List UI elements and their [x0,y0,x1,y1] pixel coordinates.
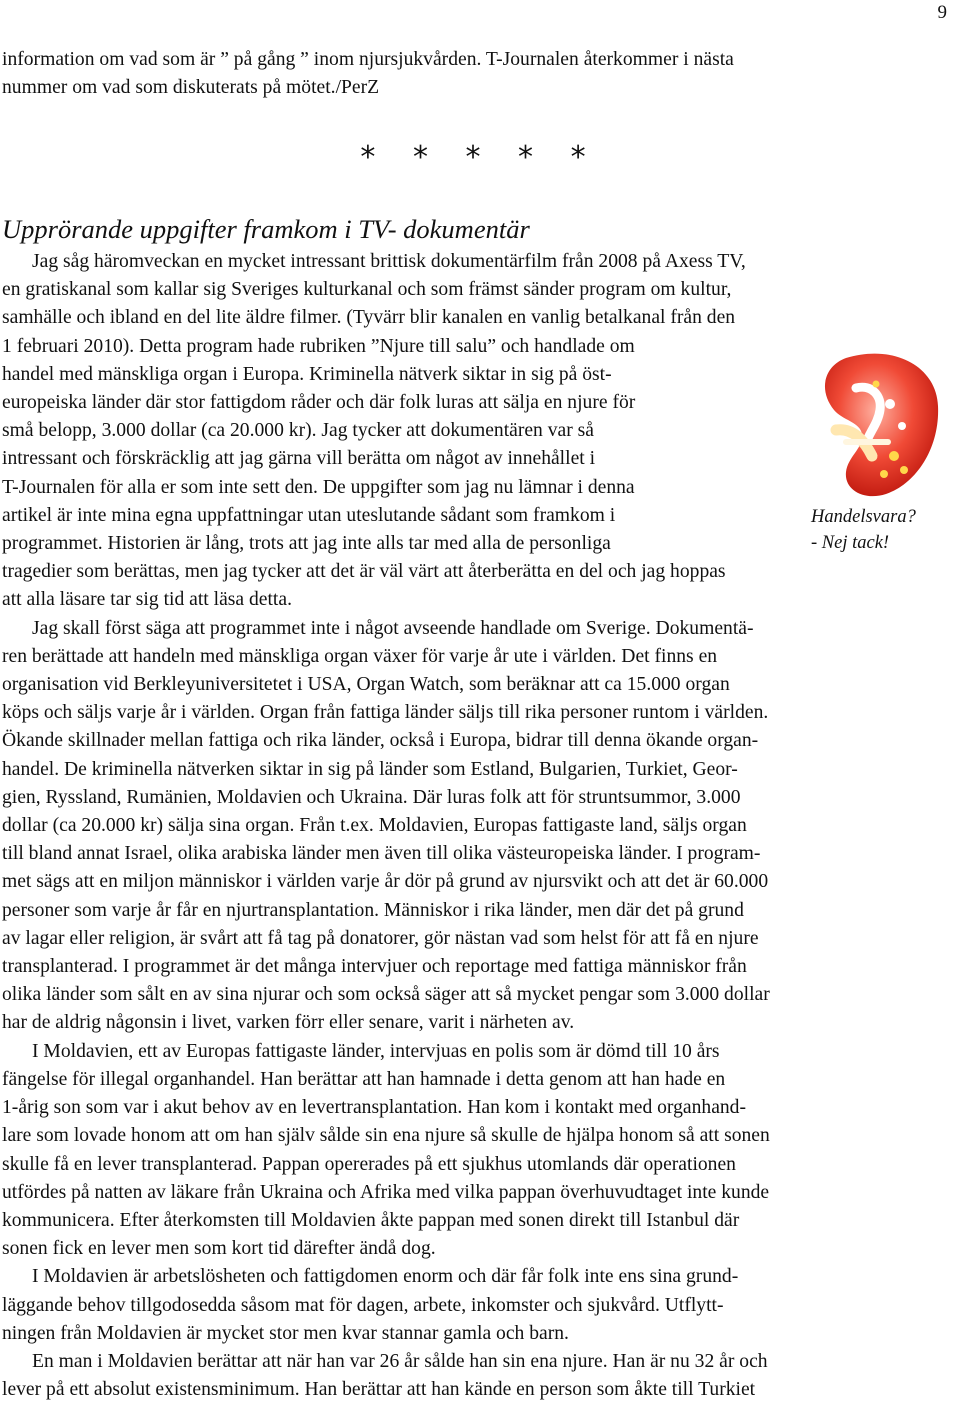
text-line: 1-årig son som var i akut behov av en levertransplantation. Han kom i kontakt med organhand- [2,1097,747,1119]
text-line: läggande behov tillgodosedda såsom mat för dagen, arbete, inkomster och sjukvård. Utflytt- [2,1294,724,1316]
text-line: En man i Moldavien berättar att när han var 26 år sålde han sin ena njure. Han är nu 32 år och [32,1350,768,1372]
text-line: dollar (ca 20.000 kr) sälja sina organ. Från t.ex. Moldavien, Europas fattigaste land, säljs organ [2,815,747,837]
text-line: skulle få en lever transplanterad. Pappan opererades på ett sjukhus utomlands där operationen [2,1153,736,1175]
text-line: I Moldavien är arbetslösheten och fattigdomen enorm och där får folk inte ens sina grund- [32,1266,739,1288]
text-line: ningen från Moldavien är mycket stor men kvar stannar gamla och barn. [2,1322,569,1344]
intro-paragraph [2,46,952,102]
text-line: sonen fick en lever men som kort tid därefter ändå dog. [2,1238,436,1260]
text-line: samhälle och ibland en del lite äldre filmer. (Tyvärr blir kanalen en vanlig betalkanal från den [2,307,736,329]
text-line: transplanterad. I programmet är det många intervjuer och reportage med fattiga människor från [2,956,747,978]
text-line: har de aldrig någonsin i livet, varken förr eller senare, varit i närheten av. [2,1012,575,1034]
text-line: utfördes på natten av läkare från Ukraina och Afrika med vilka pappan överhuvudtaget inte kunde [2,1181,770,1203]
text-line: fängelse för illegal organhandel. Han berättar att han hamnade i detta genom att han hade en [2,1068,726,1090]
text-line: Ökande skillnader mellan fattiga och rika länder, också i Europa, bidrar till denna ökande organ- [2,730,759,752]
text-line: lever på ett absolut existensminimum. Han berättar att han kände en person som åkte till Turkiet [2,1379,756,1401]
text-line: gien, Ryssland, Rumänien, Moldavien och Ukraina. Där luras folk att för struntsummor, 3.000 [2,786,741,808]
text-line: met sägs att en miljon människor i världen varje år dör på grund av njursvikt och att det är 60.000 [2,871,769,893]
caption-line: Handelsvara? [811,507,916,527]
text-line: kommunicera. Efter återkomsten till Moldavien åkte pappan med sonen direkt till Istanbul där [2,1209,740,1231]
text-line: personer som varje år får en njurtransplantation. Människor i rika länder, men där det på grund [2,899,744,921]
text-line: Jag skall först säga att programmet inte i något avseende handlade om Sverige. Dokumentä- [32,617,754,639]
text-line: I Moldavien, ett av Europas fattigaste länder, intervjuas en polis som är dömd till 10 års [32,1040,720,1062]
text-line: T-Journalen för alla er som inte sett den. De uppgifter som jag nu lämnar i denna [2,476,635,498]
illustration-caption [811,504,916,556]
text-line: lare som lovade honom att om han själv sålde sin ena njure så skulle de hjälpa honom så att sonen [2,1125,770,1147]
text-line: tragedier som berättas, men jag tycker att det är väl värt att återberätta en del och jag hoppas [2,561,726,583]
page-number: 9 [937,2,947,23]
text-line: programmet. Historien är lång, trots att jag inte alls tar med alla de personliga [2,533,611,555]
text-line: handel med mänskliga organ i Europa. Kriminella nätverk siktar in sig på öst- [2,363,612,385]
text-line: att alla läsare tar sig tid att läsa detta. [2,589,292,611]
text-line: olika länder som sålt en av sina njurar och som också säger att så mycket pengar som 3.000 dollar [2,984,770,1006]
kidney-icon [806,344,946,504]
section-separator: * * * * * [360,140,600,175]
text-line: organisation vid Berkleyuniversitetet i USA, Organ Watch, som beräknar att ca 15.000 organ [2,674,730,696]
article-headline: Upprörande uppgifter framkom i TV- dokumentär [2,214,530,244]
text-line: artikel är inte mina egna uppfattningar utan uteslutande sådant som framkom i [2,504,616,526]
text-line: av lagar eller religion, är svårt att få tag på donatorer, gör nästan vad som helst för att få en njure [2,927,759,949]
text-line: 1 februari 2010). Detta program hade rubriken ”Njure till salu” och handlade om [2,335,635,357]
text-line: intressant och förskräcklig att jag gärna vill berätta om något av innehållet i [2,448,596,470]
text-line: nummer om vad som diskuterats på mötet./PerZ [2,77,380,98]
text-line: små belopp, 3.000 dollar (ca 20.000 kr). Jag tycker att dokumentären var så [2,420,594,442]
text-line: en gratiskanal som kallar sig Sveriges kulturkanal och som främst sänder program om kultur, [2,279,732,301]
text-line: information om vad som är ” på gång ” inom njursjukvården. T-Journalen återkommer i nästa [2,49,734,70]
text-line: Jag såg häromveckan en mycket intressant brittisk dokumentärfilm från 2008 på Axess TV, [32,251,746,272]
text-line: europeiska länder där stor fattigdom råder och där folk luras att sälja en njure för [2,392,636,414]
text-line: köps och säljs varje år i världen. Organ från fattiga länder säljs till rika personer runtom i världen. [2,702,769,724]
text-line: ren berättade att handeln med mänskliga organ växer för varje år ute i världen. Det finns en [2,645,718,667]
text-line: handel. De kriminella nätverken siktar in sig på länder som Estland, Bulgarien, Turkiet, Geor- [2,758,738,780]
text-line: till bland annat Israel, olika arabiska länder men även till olika västeuropeiska länder. I program- [2,843,761,865]
caption-line: - Nej tack! [811,533,890,553]
